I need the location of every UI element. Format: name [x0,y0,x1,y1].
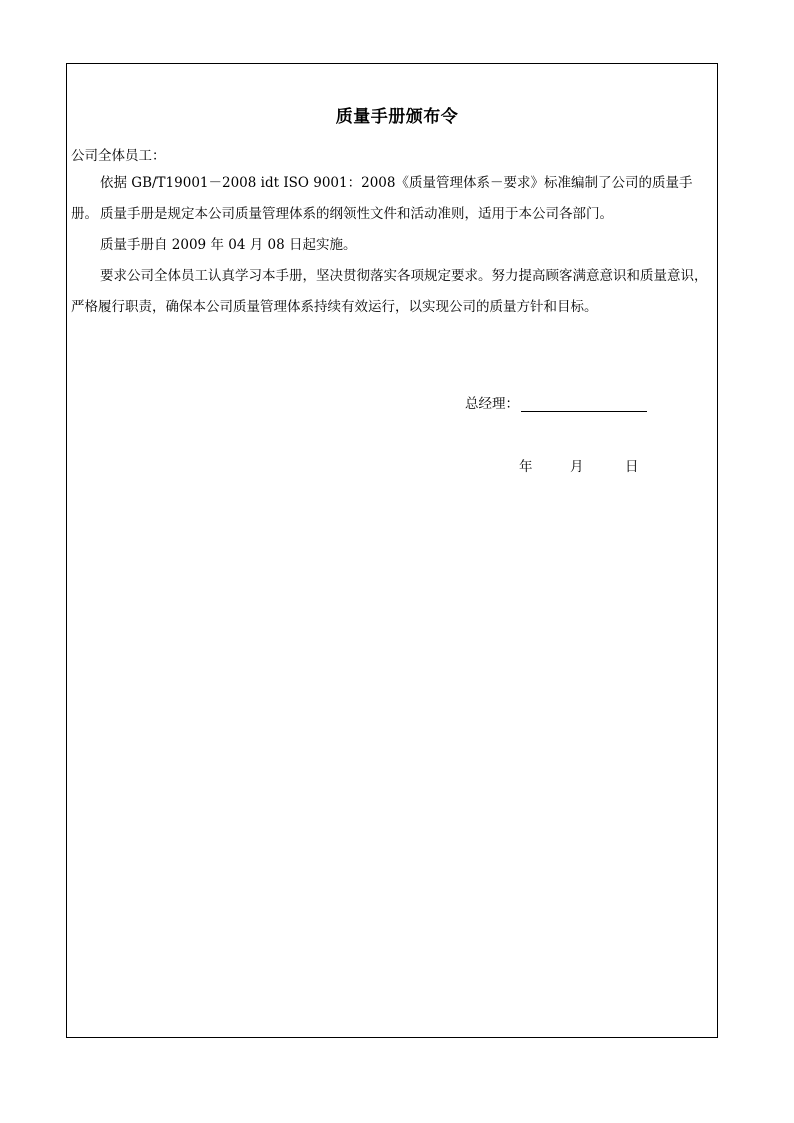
signature-line [521,396,647,412]
paragraph-effective-date: 质量手册自 2009 年 04 月 08 日起实施。 [100,237,357,253]
date-year-label: 年 [519,459,533,475]
greeting: 公司全体员工： [71,148,166,164]
signature-label: 总经理： [465,396,519,412]
paragraph-scope: 质量手册是规定本公司质量管理体系的纲领性文件和活动准则，适用于本公司各部门。 [100,206,613,222]
date-day-label: 日 [625,459,639,475]
date-month-label: 月 [570,459,584,475]
paragraph-requirements: 要求公司全体员工认真学习本手册，坚决贯彻落实各项规定要求。努力提高顾客满意意识和质量意识，严格履行职责，确保本公司质量管理体系持续有效运行，以实现公司的质量方针和目标。 [71,268,708,315]
paragraph-standard-basis: 依据 GB/T19001－2008 idt ISO 9001：2008《质量管理体系－要求》标准编制了公司的质量手册。 [71,175,693,222]
document-title: 质量手册颁布令 [335,107,459,127]
signature-block [465,392,647,412]
